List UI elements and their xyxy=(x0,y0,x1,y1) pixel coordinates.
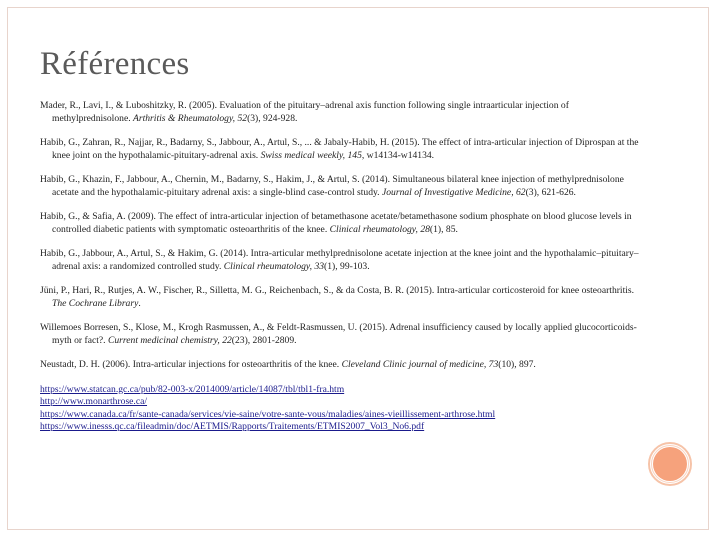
reference-item: Habib, G., Jabbour, A., Artul, S., & Hakim, G. (2014). Intra-articular methylprednisolone acetate injection at the knee joint and the hypothalamic–pituitary–adrenal axis: a randomized controlled study. Clinical rheumatology, 33(1), 99-103. xyxy=(40,248,639,272)
reference-item: Habib, G., Khazin, F., Jabbour, A., Chernin, M., Badarny, S., Hakim, J., & Artul, S. (2014). Simultaneous bilateral knee injection of methylprednisolone acetate and the hypothalamic-pituitary adrenal axis: a single-blind case-control study. Journal of Investigative Medicine, 62(3), 621-626. xyxy=(40,174,624,198)
reference-item: Neustadt, D. H. (2006). Intra-articular injections for osteoarthritis of the knee. Cleveland Clinic journal of medicine, 73(10), 897. xyxy=(40,359,536,370)
page-title: Références xyxy=(40,46,190,82)
reference-item: Willemoes Borresen, S., Klose, M., Krogh Rasmussen, A., & Feldt-Rasmussen, U. (2015). Adrenal insufficiency caused by locally applied glucocorticoids-myth or fact?. Current medicinal chemistry, 22(23), 2801-2809. xyxy=(40,322,637,346)
reference-link[interactable]: https://www.statcan.gc.ca/pub/82-003-x/2014009/article/14087/tbl/tbl1-fra.htm xyxy=(40,383,345,395)
reference-link[interactable]: https://www.inesss.qc.ca/fileadmin/doc/AETMIS/Rapports/Traitements/ETMIS2007_Vol3_No6.pdf xyxy=(40,421,425,432)
reference-item: Mader, R., Lavi, I., & Luboshitzky, R. (2005). Evaluation of the pituitary–adrenal axis function following single intraarticular injection of methylprednisolone. Arthritis & Rheumatology, 52(3), 924-928. xyxy=(40,100,569,124)
reference-item: Jüni, P., Hari, R., Rutjes, A. W., Fischer, R., Silletta, M. G., Reichenbach, S., & da Costa, B. R. (2015). Intra‐articular corticosteroid for knee osteoarthritis. The Cochrane Library. xyxy=(40,285,635,309)
reference-item: Habib, G., & Safia, A. (2009). The effect of intra-articular injection of betamethasone acetate/betamethasone sodium phosphate on blood glucose levels in controlled diabetic patients with symptomatic osteoarthritis of the knee. Clinical rheumatology, 28(1), 85. xyxy=(40,211,632,235)
reference-link[interactable]: https://www.canada.ca/fr/sante-canada/services/vie-saine/votre-sante-vous/maladies/aines-vieillissement-arthrose.html xyxy=(40,408,496,420)
link-list xyxy=(40,384,640,434)
reference-list xyxy=(40,100,640,434)
reference-item: Habib, G., Zahran, R., Najjar, R., Badarny, S., Jabbour, A., Artul, S., ... & Jabaly-Habib, H. (2015). The effect of intra-articular injection of Diprospan at the knee joint on the hypothalamic-pituitary-adrenal axis. Swiss medical weekly, 145, w14134-w14134. xyxy=(40,137,639,161)
decorative-circle-fill xyxy=(653,447,687,481)
reference-link[interactable]: http://www.monarthrose.ca/ xyxy=(40,396,148,407)
